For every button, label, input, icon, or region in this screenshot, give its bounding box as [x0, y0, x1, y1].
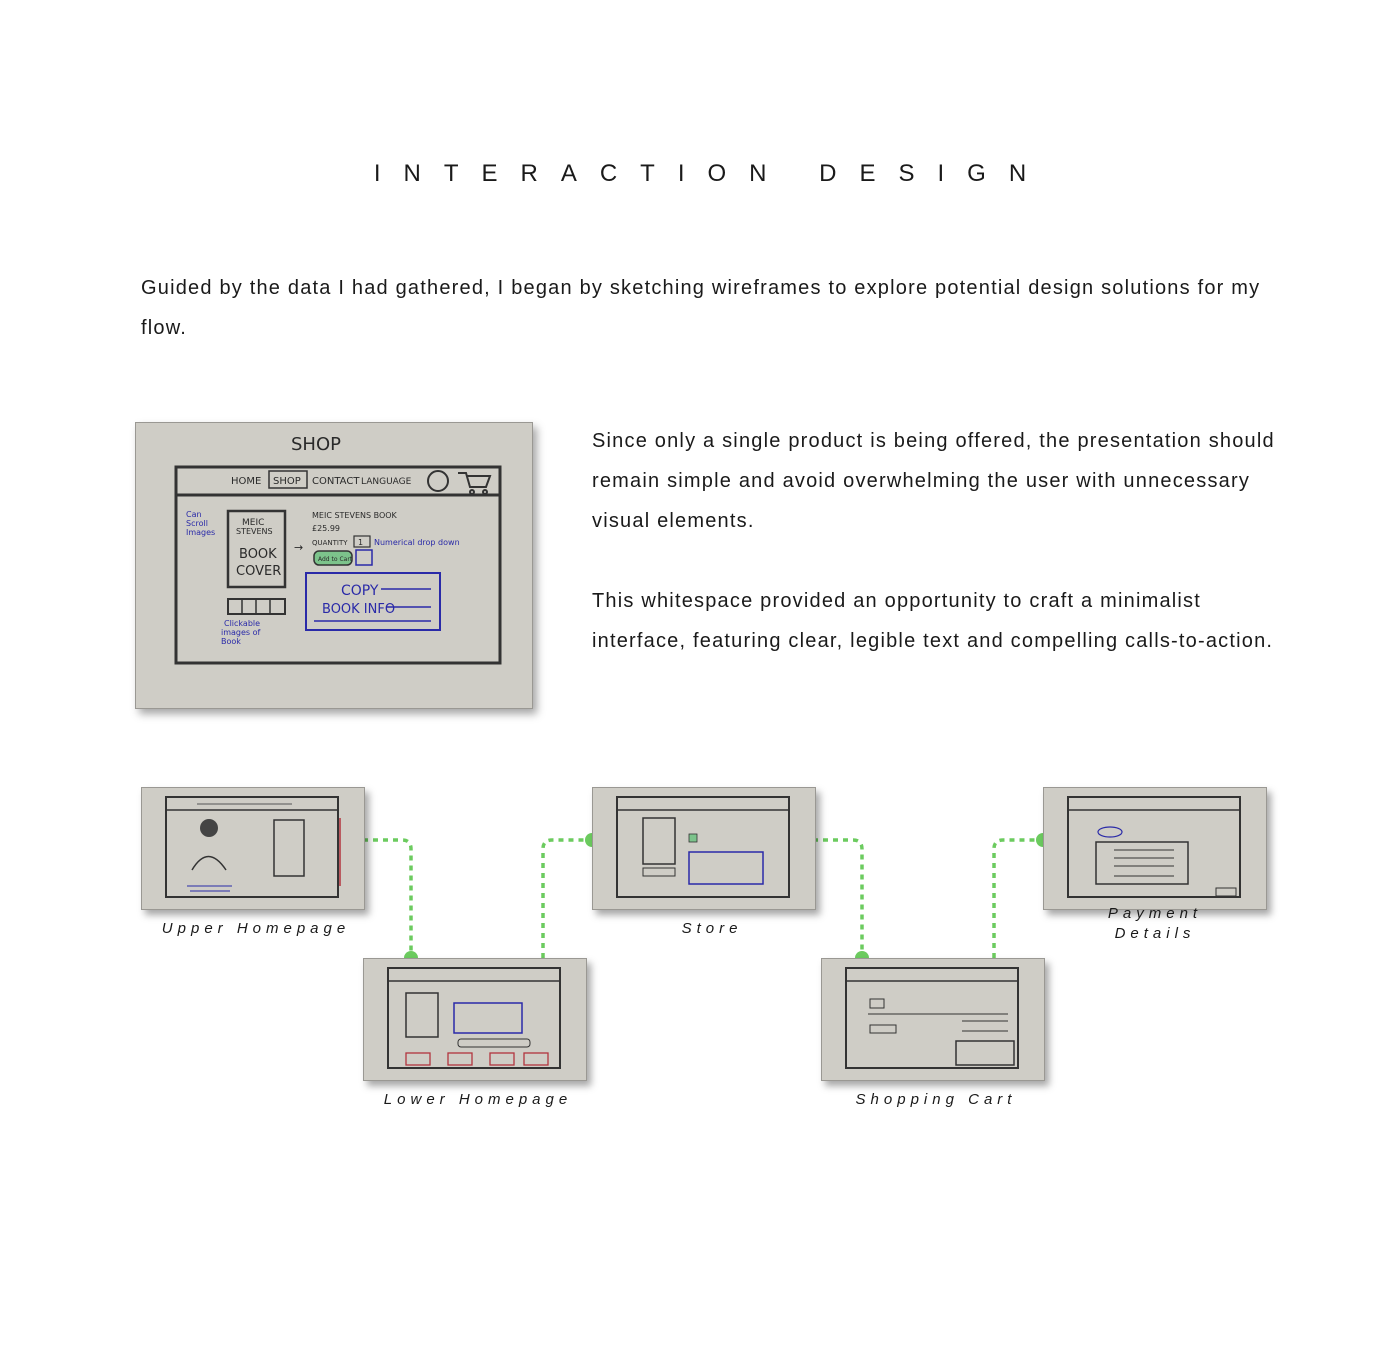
- caption-payment-details: Payment Details: [1107, 905, 1203, 942]
- sketch-heading: SHOP: [291, 434, 341, 455]
- sketch-product-title: MEIC STEVENS BOOK: [312, 511, 397, 520]
- svg-text:Book: Book: [221, 637, 241, 646]
- svg-text:STEVENS: STEVENS: [236, 527, 273, 536]
- caption-lower-homepage: Lower Homepage: [383, 1091, 573, 1108]
- svg-text:COVER: COVER: [236, 564, 282, 579]
- store-thumbnail: [592, 787, 816, 910]
- sketch-price: £25.99: [312, 524, 340, 533]
- upper-homepage-thumbnail: [141, 787, 365, 910]
- svg-text:QUANTITY: QUANTITY: [312, 539, 348, 547]
- svg-text:Scroll: Scroll: [186, 519, 208, 528]
- page-title: INTERACTION DESIGN: [373, 160, 1050, 187]
- sketch-nav-contact: CONTACT: [312, 476, 360, 487]
- svg-text:Images: Images: [186, 528, 216, 537]
- caption-store: Store: [681, 920, 743, 937]
- svg-text:MEIC: MEIC: [242, 518, 265, 528]
- caption-upper-homepage: Upper Homepage: [161, 920, 351, 937]
- lower-homepage-thumbnail: [363, 958, 587, 1081]
- svg-text:images of: images of: [221, 628, 261, 637]
- sketch-nav-shop: SHOP: [273, 476, 301, 487]
- svg-text:BOOK: BOOK: [239, 547, 277, 562]
- sketch-dropdown-note: Numerical drop down: [374, 538, 460, 547]
- sketch-nav-home: HOME: [231, 476, 262, 487]
- sketch-copy: COPY: [341, 583, 379, 599]
- sketch-add-to-cart: Add to Cart: [318, 556, 353, 563]
- rationale-paragraph-1: Since only a single product is being offered, the presentation should remain simple and avoid overwhelming the user with unnecessary visual elements.: [592, 430, 1275, 532]
- svg-text:Clickable: Clickable: [224, 619, 261, 628]
- payment-details-thumbnail: [1043, 787, 1267, 910]
- svg-text:→: →: [294, 541, 304, 554]
- svg-text:1: 1: [358, 538, 364, 547]
- caption-shopping-cart: Shopping Cart: [855, 1091, 1017, 1108]
- sketch-book-info: BOOK INFO: [322, 602, 396, 617]
- shopping-cart-thumbnail: [821, 958, 1045, 1081]
- sketch-nav-language: LANGUAGE: [361, 477, 412, 487]
- svg-text:Can: Can: [186, 510, 202, 519]
- intro-paragraph: Guided by the data I had gathered, I began by sketching wireframes to explore potential design solutions for my flow.: [141, 277, 1261, 339]
- rationale-paragraph-2: This whitespace provided an opportunity to craft a minimalist interface, featuring clear, legible text and compelling calls-to-action.: [592, 590, 1274, 652]
